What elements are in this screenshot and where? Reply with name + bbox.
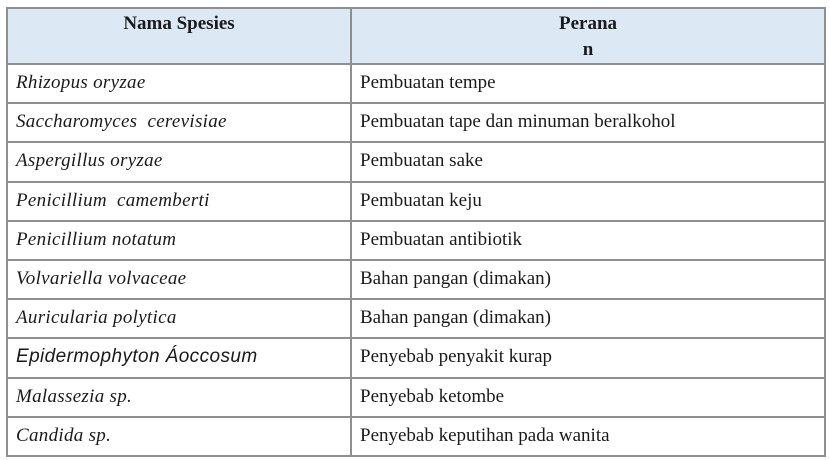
role-text: Penyebab penyakit kurap — [360, 346, 553, 368]
species-cell — [8, 221, 351, 260]
role-text: Pembuatan antibiotik — [360, 228, 523, 250]
species-name: Aspergillus oryzae — [16, 150, 163, 172]
species-name: Volvariella volvaceae — [16, 267, 187, 289]
table-header-row — [8, 9, 824, 64]
role-cell — [351, 103, 824, 142]
species-role-table — [8, 9, 824, 455]
species-name: Epidermophyton Áoccosum — [16, 346, 258, 368]
role-cell — [351, 378, 824, 417]
table-row — [8, 103, 824, 142]
species-cell — [8, 378, 351, 417]
role-text: Pembuatan keju — [360, 189, 482, 211]
role-cell — [351, 182, 824, 221]
header-role — [351, 9, 824, 64]
table-row — [8, 338, 824, 377]
header-species-label: Nama Spesies — [123, 13, 235, 34]
species-name: Auricularia polytica — [16, 307, 177, 329]
role-cell — [351, 221, 824, 260]
header-role-label: Peranan — [558, 13, 618, 60]
species-cell — [8, 103, 351, 142]
header-species — [8, 9, 351, 64]
species-cell — [8, 64, 351, 103]
role-cell — [351, 299, 824, 338]
species-name: Candida sp. — [16, 424, 112, 446]
table-row — [8, 221, 824, 260]
role-cell — [351, 417, 824, 455]
role-text: Bahan pangan (dimakan) — [360, 307, 551, 329]
role-text: Bahan pangan (dimakan) — [360, 267, 551, 289]
role-cell — [351, 64, 824, 103]
role-cell — [351, 260, 824, 299]
table-row — [8, 417, 824, 455]
species-cell — [8, 182, 351, 221]
role-text: Penyebab ketombe — [360, 385, 505, 407]
species-cell — [8, 142, 351, 181]
table-row — [8, 260, 824, 299]
species-name: Penicillium camemberti — [16, 189, 210, 211]
role-text: Pembuatan tempe — [360, 72, 496, 93]
table-row — [8, 64, 824, 103]
species-name: Saccharomyces cerevisiae — [16, 111, 227, 133]
table-row — [8, 378, 824, 417]
species-cell — [8, 299, 351, 338]
species-name: Penicillium notatum — [16, 228, 177, 250]
species-cell — [8, 260, 351, 299]
table-row — [8, 182, 824, 221]
species-cell — [8, 417, 351, 455]
table-row — [8, 142, 824, 181]
species-name: Malassezia sp. — [16, 385, 133, 407]
species-table-frame — [6, 7, 826, 457]
role-cell — [351, 142, 824, 181]
role-text: Pembuatan sake — [360, 150, 483, 172]
table-row — [8, 299, 824, 338]
species-name: Rhizopus oryzae — [16, 72, 146, 93]
role-text: Penyebab keputihan pada wanita — [360, 424, 610, 446]
species-cell — [8, 338, 351, 377]
role-cell — [351, 338, 824, 377]
role-text: Pembuatan tape dan minuman beralkohol — [360, 111, 676, 133]
